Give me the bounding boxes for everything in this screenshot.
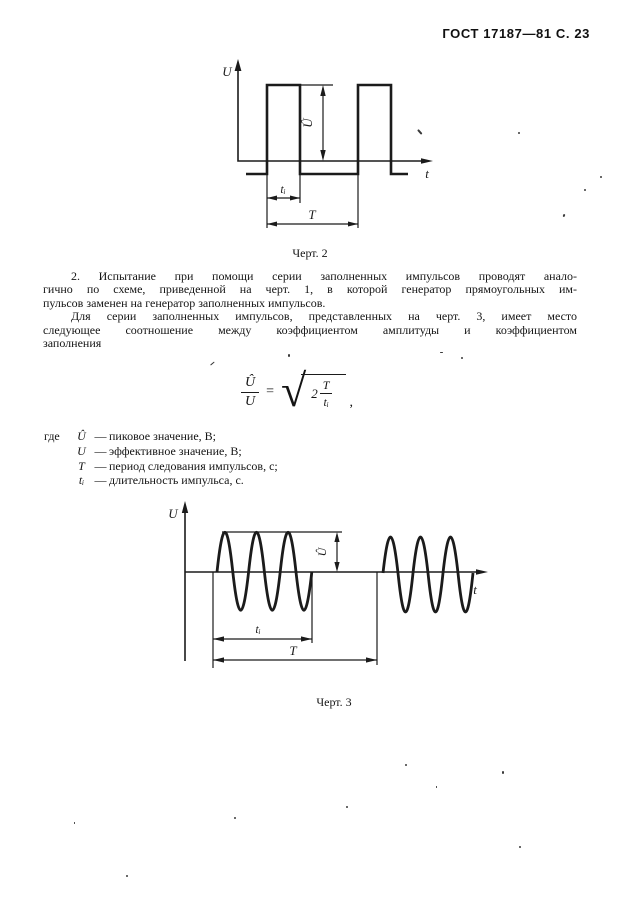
definition-row <box>44 473 278 488</box>
arrow-up-icon <box>334 532 339 542</box>
definition-row <box>44 429 278 444</box>
rms-value-symbol: U <box>245 393 256 409</box>
u-axis-arrow-icon <box>235 59 242 71</box>
coefficient: 2 <box>311 385 318 401</box>
arrow-up-icon <box>320 85 325 96</box>
scan-speck <box>518 132 520 134</box>
definition-symbol: Û <box>77 429 86 443</box>
scan-speck <box>436 786 437 788</box>
lhs-fraction <box>241 375 259 410</box>
peak-label: Û <box>315 547 329 557</box>
definitions-list <box>44 429 278 488</box>
square-root <box>281 365 346 416</box>
arrow-left-icon <box>213 657 224 662</box>
definition-row <box>44 444 278 459</box>
figure-chert-3 <box>160 498 500 673</box>
scan-speck <box>210 362 215 366</box>
definition-text: пиковое значение, В; <box>109 429 216 443</box>
definition-text: период следования импульсов, с; <box>109 458 278 473</box>
definition-dash: — <box>94 458 107 473</box>
definition-text: эффективное значение, В; <box>109 443 242 458</box>
period-over-width-fraction <box>320 378 333 410</box>
definition-dash: — <box>94 429 107 443</box>
pulse-width-symbol: tᵢ <box>323 394 329 409</box>
scan-speck <box>519 846 521 848</box>
radicand <box>301 374 346 412</box>
t-axis-label: t <box>425 166 429 181</box>
radical-icon: √ <box>281 365 307 416</box>
scan-speck <box>563 214 566 218</box>
pulse-width-label: tᵢ <box>255 622 261 636</box>
page-header: ГОСТ 17187—81 С. 23 <box>442 26 590 41</box>
u-axis-label: U <box>222 64 232 79</box>
definition-symbol: T <box>78 458 85 473</box>
paragraph-line: гично по схеме, приведенной на черт. 1, в которой генератор прямоугольных им- <box>43 282 577 297</box>
figure-chert-2 <box>180 57 450 232</box>
definition-dash: — <box>94 473 107 488</box>
definition-text: длительность импульса, с. <box>109 473 244 488</box>
u-axis <box>185 510 478 661</box>
definition-dash: — <box>94 443 107 458</box>
comma: , <box>349 395 353 410</box>
arrow-right-icon <box>366 657 377 662</box>
scan-speck <box>584 189 586 191</box>
t-axis-arrow-icon <box>476 569 488 575</box>
u-axis-arrow-icon <box>182 501 188 513</box>
paragraph-line: Для серии заполненных импульсов, представленных на черт. 3, имеет место <box>71 309 577 324</box>
scan-speck <box>74 822 75 824</box>
arrow-left-icon <box>213 636 224 641</box>
equals-sign: = <box>266 384 275 399</box>
paragraph-line: заполнения <box>43 336 102 351</box>
definition-symbol: U <box>77 443 86 458</box>
scan-speck <box>461 357 463 359</box>
period-label: T <box>289 643 297 658</box>
arrow-right-icon <box>301 636 312 641</box>
pulse-width-label: tᵢ <box>280 182 286 196</box>
definition-symbol: tᵢ <box>78 473 85 488</box>
arrow-left-icon <box>267 196 277 201</box>
definitions-prefix: где <box>44 429 60 443</box>
definition-row <box>44 459 278 474</box>
arrow-left-icon <box>267 222 277 227</box>
t-axis-label: t <box>473 582 477 597</box>
period-symbol: T <box>320 378 333 394</box>
scan-speck <box>234 817 236 819</box>
sine-burst-2 <box>383 537 473 612</box>
crest-factor-formula <box>241 365 353 416</box>
arrow-down-icon <box>334 562 339 572</box>
scan-speck <box>502 771 504 774</box>
scan-speck <box>440 352 443 353</box>
scan-speck <box>126 875 128 877</box>
arrow-down-icon <box>320 150 325 161</box>
arrow-right-icon <box>348 222 358 227</box>
arrow-right-icon <box>290 196 300 201</box>
figure-3-caption: Черт. 3 <box>316 695 352 709</box>
t-axis-arrow-icon <box>421 158 433 164</box>
peak-label: Û <box>300 118 315 128</box>
u-axis-label: U <box>168 506 178 521</box>
scan-speck <box>600 176 602 178</box>
scan-speck <box>346 806 348 808</box>
scan-speck <box>405 764 407 766</box>
body-text <box>43 270 577 350</box>
paragraph-line: пульсов заменен на генератор заполненных импульсов. <box>43 295 326 310</box>
figure-2-caption: Черт. 2 <box>292 246 328 260</box>
period-label: T <box>308 207 316 222</box>
peak-value-symbol: Û <box>241 375 259 393</box>
paragraph-line: 2. Испытание при помощи серии заполненных импульсов проводят анало- <box>71 269 577 283</box>
paragraph-line: следующее соотношение между коэффициентом амплитуды и коэффициентом <box>43 322 577 337</box>
scan-speck <box>288 354 290 357</box>
